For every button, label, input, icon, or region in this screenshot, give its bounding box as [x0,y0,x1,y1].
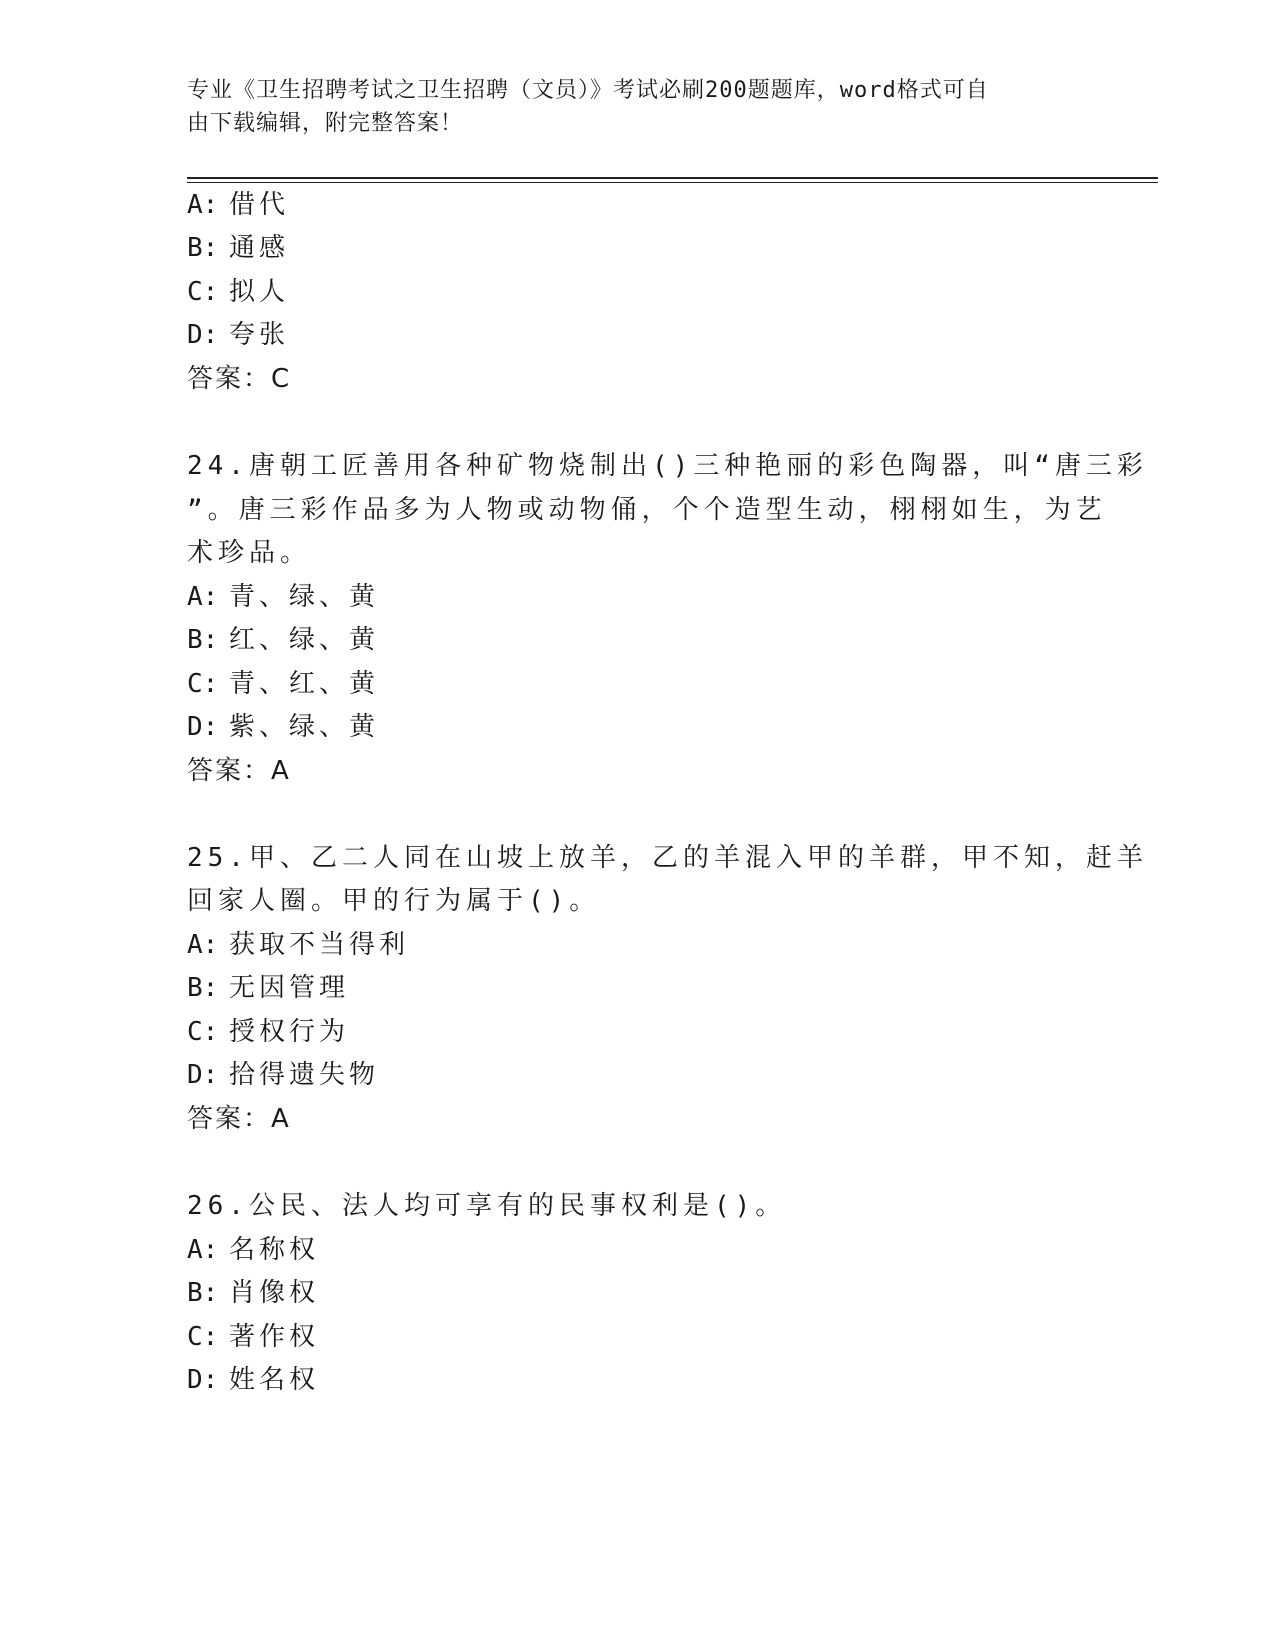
option-text: 借代 [229,190,290,220]
q24-stem-line-3: 术珍品。 [187,538,312,568]
q25-option-b [187,971,349,1005]
option-letter: C: [187,1322,219,1352]
option-letter: C: [187,277,219,307]
option-text: 著作权 [229,1322,320,1352]
q26-option-c [187,1320,319,1354]
q26-option-a [187,1233,319,1267]
document-header [187,74,1087,140]
option-letter: B: [187,973,219,1003]
option-letter: B: [187,233,219,263]
q25-option-c [187,1015,349,1049]
q24-option-a [187,580,379,614]
option-text: 名称权 [229,1235,320,1265]
option-letter: C: [187,1017,219,1047]
q23-option-a [187,188,289,222]
option-text: 姓名权 [229,1365,320,1395]
option-letter: A: [187,930,219,960]
option-letter: D: [187,712,219,742]
option-text: 紫、绿、黄 [229,712,380,742]
header-line-1: 专业《卫生招聘考试之卫生招聘（文员）》考试必刷200题题库，word格式可自 [187,78,989,103]
q24-stem-line-1: 24.唐朝工匠善用各种矿物烧制出()三种艳丽的彩色陶器，叫“唐三彩 [187,451,1148,481]
q24-option-c [187,667,379,701]
q25-stem-line-2: 回家人圈。甲的行为属于()。 [187,886,601,916]
q26-option-b [187,1276,319,1310]
q24-option-b [187,623,379,657]
option-letter: A: [187,190,219,220]
q24-option-d [187,710,379,744]
q25-stem-line-1: 25.甲、乙二人同在山坡上放羊，乙的羊混入甲的羊群，甲不知，赶羊 [187,843,1148,873]
option-letter: B: [187,1278,219,1308]
option-text: 青、绿、黄 [229,582,380,612]
option-text: 拾得遗失物 [229,1060,380,1090]
q26-stem-line-1: 26.公民、法人均可享有的民事权利是()。 [187,1191,787,1221]
header-line-2: 由下载编辑，附完整答案！ [187,111,464,136]
option-letter: D: [187,1060,219,1090]
q23-option-c [187,275,289,309]
option-letter: A: [187,1235,219,1265]
option-text: 肖像权 [229,1278,320,1308]
option-letter: D: [187,320,219,350]
option-letter: B: [187,625,219,655]
header-divider [187,177,1158,183]
q25-answer: 答案：A [187,1104,291,1134]
q23-option-b [187,231,289,265]
q25-option-d [187,1058,379,1092]
q23-answer: 答案：C [187,364,292,394]
option-text: 夸张 [229,320,290,350]
option-text: 无因管理 [229,973,350,1003]
option-letter: A: [187,582,219,612]
q24-answer: 答案：A [187,756,291,786]
q23-option-d [187,318,289,352]
option-text: 通感 [229,233,290,263]
option-letter: D: [187,1365,219,1395]
option-text: 授权行为 [229,1017,350,1047]
q24-stem-line-2: ”。唐三彩作品多为人物或动物俑，个个造型生动，栩栩如生，为艺 [187,495,1107,525]
option-text: 拟人 [229,277,290,307]
option-letter: C: [187,669,219,699]
option-text: 红、绿、黄 [229,625,380,655]
option-text: 获取不当得利 [229,930,410,960]
q25-option-a [187,928,409,962]
option-text: 青、红、黄 [229,669,380,699]
q26-option-d [187,1363,319,1397]
